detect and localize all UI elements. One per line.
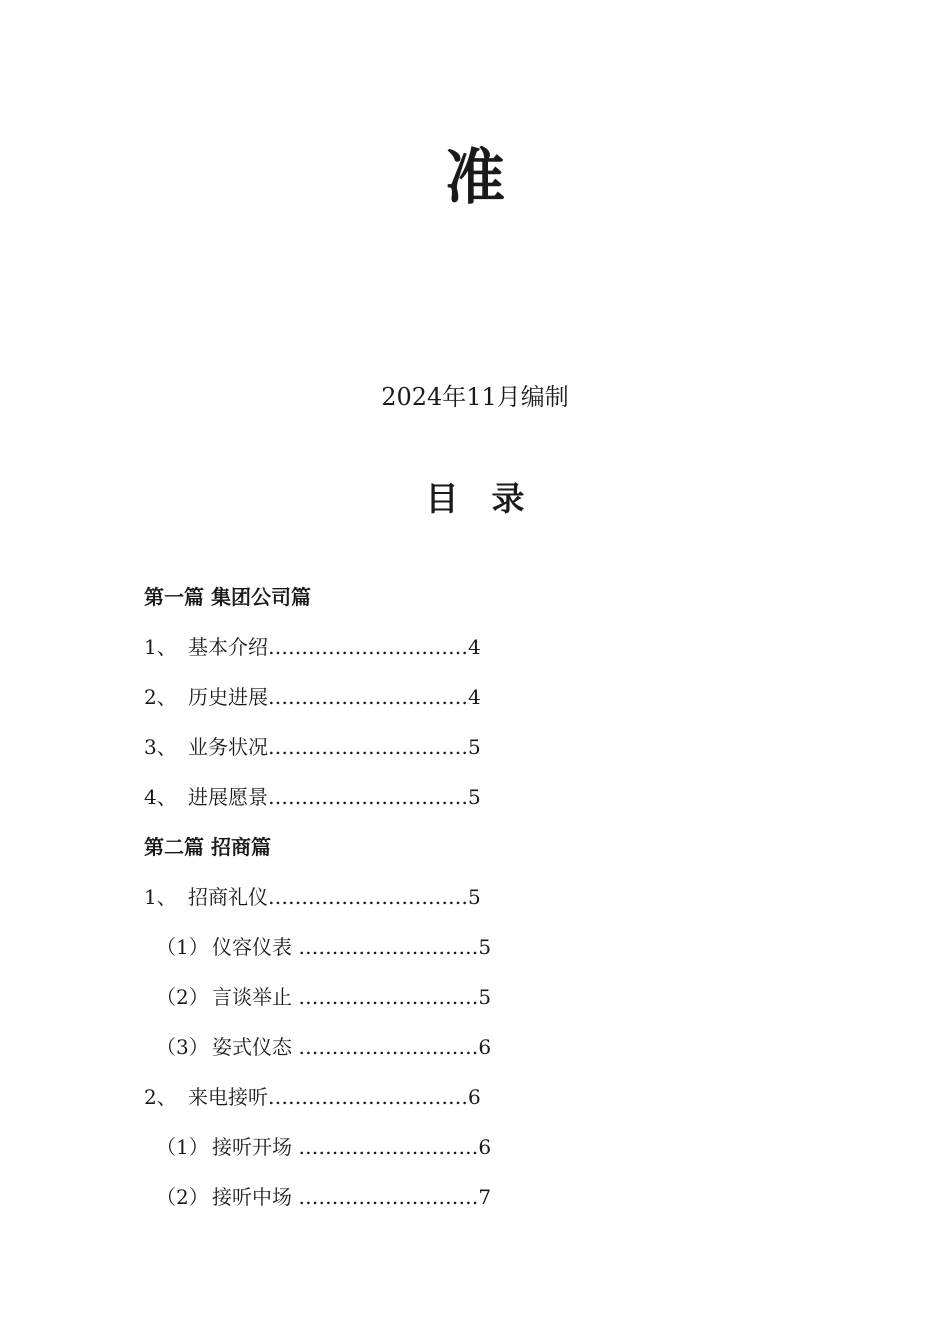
toc-subentry[interactable] (144, 930, 784, 980)
compile-date: 2024年11月编制 (381, 383, 569, 411)
toc-entry-title: 来电接听 (188, 1085, 268, 1109)
toc-leader-dots: ………………………… (268, 785, 468, 809)
toc-entry-title: 基本介绍 (188, 635, 268, 659)
toc-page-number: 5 (468, 885, 481, 909)
toc-section-heading[interactable] (144, 580, 784, 630)
toc-subentry-number: （1） (156, 1135, 209, 1159)
toc-page-number: 7 (478, 1185, 492, 1209)
toc-page-number: 4 (468, 635, 481, 659)
toc-entry[interactable] (144, 880, 784, 930)
toc-entry-number: 1、 (144, 885, 177, 909)
toc-page-number: 5 (478, 985, 492, 1009)
toc-subentry-number: （2） (156, 985, 209, 1009)
toc-leader-dots: ……………………… (292, 1185, 479, 1209)
toc-section-label: 第一篇 集团公司篇 (144, 585, 311, 609)
toc-entry[interactable] (144, 630, 784, 680)
toc-subentry-title: 接听中场 (212, 1185, 292, 1209)
toc-title: 目 录 (425, 479, 525, 518)
toc-leader-dots: ………………………… (268, 635, 468, 659)
toc-subentry[interactable] (144, 1030, 784, 1080)
toc-leader-dots: ………………………… (268, 685, 468, 709)
toc-subentry-title: 言谈举止 (212, 985, 292, 1009)
toc-subentry-title: 接听开场 (212, 1135, 292, 1159)
toc-subentry-number: （3） (156, 1035, 209, 1059)
toc-subentry-title: 姿式仪态 (212, 1035, 292, 1059)
toc-entry-number: 4、 (144, 785, 177, 809)
toc-subentry-number: （2） (156, 1185, 209, 1209)
toc-page-number: 5 (478, 935, 492, 959)
toc-leader-dots: ………………………… (268, 1085, 468, 1109)
cover-title-char: 准 (445, 143, 505, 213)
toc-leader-dots: ……………………… (292, 1035, 479, 1059)
toc-entry-title: 招商礼仪 (188, 885, 268, 909)
toc-section-heading[interactable] (144, 830, 784, 880)
toc-entry-number: 1、 (144, 635, 177, 659)
toc-subentry[interactable] (144, 1180, 784, 1230)
toc-entry-title: 进展愿景 (188, 785, 268, 809)
toc-subentry[interactable] (144, 980, 784, 1030)
table-of-contents (144, 580, 784, 1230)
toc-page-number: 6 (478, 1035, 492, 1059)
toc-leader-dots: ……………………… (292, 935, 479, 959)
toc-page-number: 5 (468, 735, 481, 759)
toc-leader-dots: ………………………… (268, 885, 468, 909)
toc-entry-number: 2、 (144, 685, 177, 709)
toc-entry-number: 2、 (144, 1085, 177, 1109)
toc-page-number: 6 (478, 1135, 492, 1159)
toc-entry-title: 历史进展 (188, 685, 268, 709)
toc-entry[interactable] (144, 780, 784, 830)
toc-page-number: 6 (468, 1085, 481, 1109)
toc-leader-dots: ………………………… (268, 735, 468, 759)
toc-section-label: 第二篇 招商篇 (144, 835, 271, 859)
toc-page-number: 4 (468, 685, 481, 709)
toc-entry[interactable] (144, 730, 784, 780)
toc-subentry-number: （1） (156, 935, 209, 959)
toc-subentry-title: 仪容仪表 (212, 935, 292, 959)
toc-page-number: 5 (468, 785, 481, 809)
toc-leader-dots: ……………………… (292, 1135, 479, 1159)
toc-leader-dots: ……………………… (292, 985, 479, 1009)
toc-entry-title: 业务状况 (188, 735, 268, 759)
toc-entry[interactable] (144, 680, 784, 730)
toc-subentry[interactable] (144, 1130, 784, 1180)
toc-entry-number: 3、 (144, 735, 177, 759)
toc-entry[interactable] (144, 1080, 784, 1130)
